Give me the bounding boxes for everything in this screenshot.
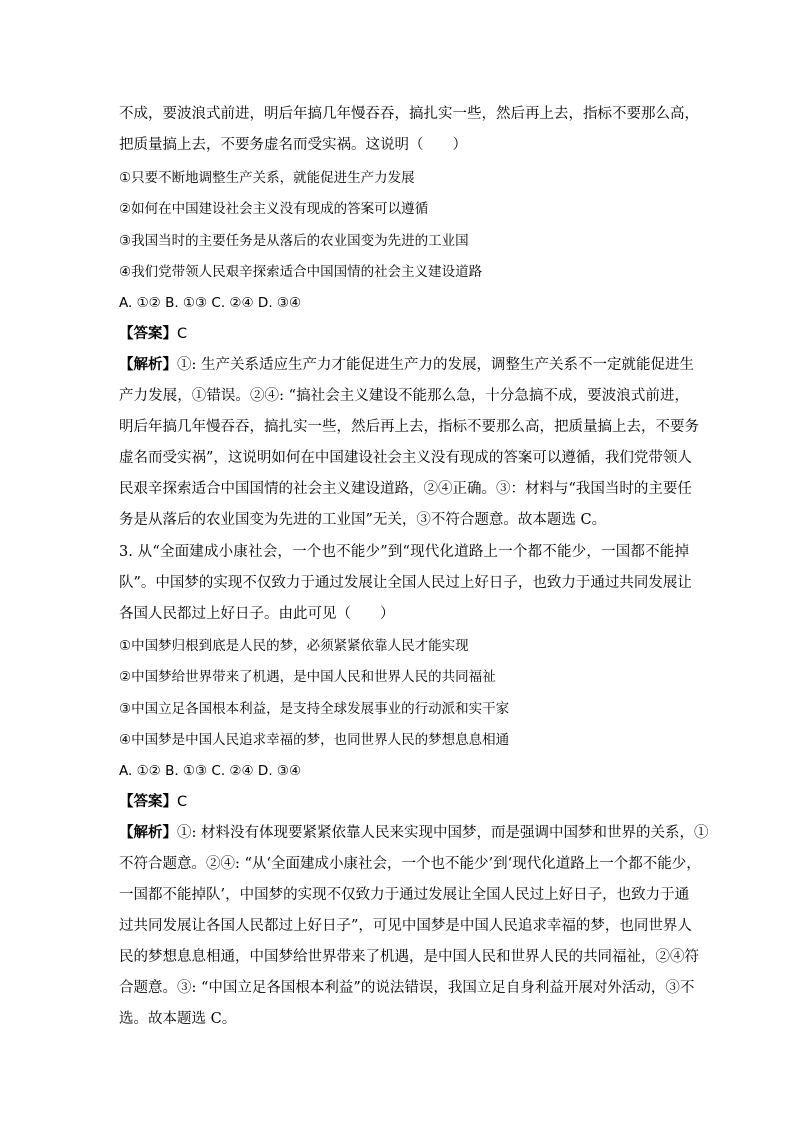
q3-option-2: ②中国梦给世界带来了机遇，是中国人民和世界人民的共同福祉 [119,669,496,685]
q2-analysis-line-4: 虚名而受实祸”，这说明如何在中国建设社会主义没有现成的答案可以遵循，我们党带领人 [119,450,692,466]
q3-analysis-line-2: 不符合题意。②④: “从‘全面建成小康社会，一个也不能少’到‘现代化道路上一个都不能少， [119,856,701,872]
q2-analysis-label: 【解析】 [119,356,177,373]
q3-choices: A. ①② B. ①③ C. ②④ D. ③④ [119,763,302,779]
q2-option-2: ②如何在中国建设社会主义没有现成的答案可以遵循 [119,201,429,217]
q2-analysis-line-1 [119,355,694,375]
q2-analysis-text-1: ①: 生产关系适应生产力才能促进生产力的发展，调整生产关系不一定就能促进生 [177,357,694,373]
q3-stem-line-3: 各国人民都过上好日子。由此可见（ ） [119,606,395,622]
q2-answer-label: 【答案】 [119,325,177,342]
q2-stem-line-2: 把质量搞上去，不要务虚名而受实祸。这说明（ ） [119,137,467,153]
q2-stem-line-1: 不成，要波浪式前进，明后年搞几年慢吞吞，搞扎实一些，然后再上去，指标不要那么高， [119,106,699,122]
q3-analysis-line-6: 合题意。③: “中国立足各国根本利益”的说法错误，我国立足自身利益开展对外活动，③不 [119,980,695,996]
q3-analysis-line-1 [119,823,709,843]
q3-stem-line-2: 队”。中国梦的实现不仅致力于通过发展让全国人民过上好日子，也致力于通过共同发展让 [119,575,692,591]
q3-stem-line-1: 3. 从“全面建成小康社会，一个也不能少”到“现代化道路上一个都不能少，一国都不能掉 [119,544,689,560]
q3-analysis-line-3: 一国都不能掉队’，中国梦的实现不仅致力于通过发展让全国人民过上好日子，也致力于通 [119,887,690,903]
q2-option-1: ①只要不断地调整生产关系，就能促进生产力发展 [119,170,415,186]
q3-analysis-line-7: 选。故本题选 C。 [119,1011,237,1027]
q3-analysis-line-4: 过共同发展让各国人民都过上好日子”，可见中国梦是中国人民追求幸福的梦，也同世界人 [119,918,692,934]
q2-analysis-line-5: 民艰辛探索适合中国国情的社会主义建设道路，②④正确。③：材料与“我国当时的主要任 [119,481,692,497]
q3-option-4: ④中国梦是中国人民追求幸福的梦，也同世界人民的梦想息息相通 [119,732,510,748]
q3-analysis-label: 【解析】 [119,824,177,841]
q3-option-1: ①中国梦归根到底是人民的梦，必须紧紧依靠人民才能实现 [119,638,469,654]
q2-option-4: ④我们党带领人民艰辛探索适合中国国情的社会主义建设道路 [119,264,483,280]
q2-analysis-line-2: 产力发展，①错误。②④: “搞社会主义建设不能那么急，十分急搞不成，要波浪式前进， [119,388,689,404]
q3-answer [119,792,187,812]
q3-analysis-text-1: ①: 材料没有体现要紧紧依靠人民来实现中国梦，而是强调中国梦和世界的关系，① [177,825,709,841]
q2-analysis-line-6: 务是从落后的农业国变为先进的工业国”无关，③不符合题意。故本题选 C。 [119,512,607,528]
q3-analysis-line-5: 民的梦想息息相通，中国梦给世界带来了机遇，是中国人民和世界人民的共同福祉，②④符 [119,949,699,965]
q2-analysis-line-3: 明后年搞几年慢吞吞，搞扎实一些，然后再上去，指标不要那么高，把质量搞上去，不要务 [119,419,699,435]
q3-option-3: ③中国立足各国根本利益，是支持全球发展事业的行动派和实干家 [119,701,510,717]
q2-answer [119,324,187,344]
q2-choices: A. ①② B. ①③ C. ②④ D. ③④ [119,295,302,311]
q2-option-3: ③我国当时的主要任务是从落后的农业国变为先进的工业国 [119,233,469,249]
q2-answer-value: C [177,326,188,342]
q3-answer-value: C [177,794,188,810]
q3-answer-label: 【答案】 [119,793,177,810]
